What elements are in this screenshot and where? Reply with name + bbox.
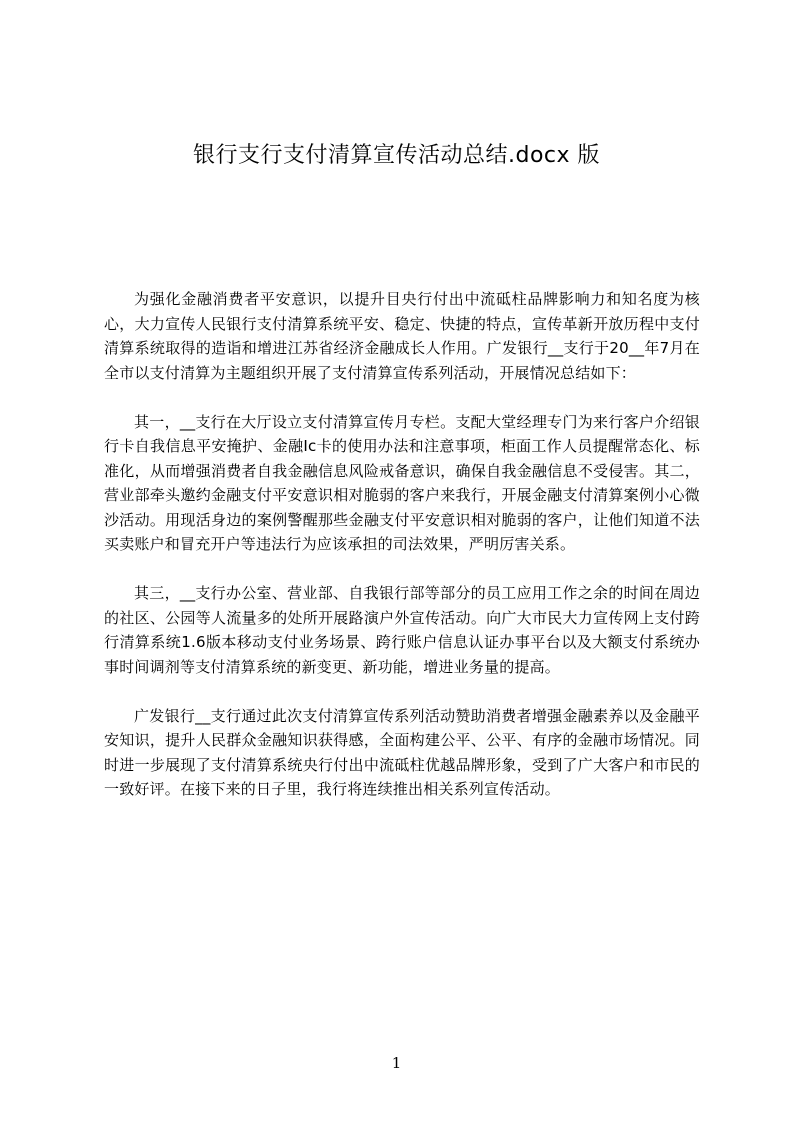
- paragraph-third-action: 其三，__支行办公室、营业部、自我银行部等部分的员工应用工作之余的时间在周边的社区、公园等人流量多的处所开展路演户外宣传活动。向广大市民大力宣传网上支付跨行清算系统1.6版本移动支付业务场景、跨行账户信息认证办事平台以及大额支付系统办事时间调剂等支付清算系统的新变更、新功能，增进业务量的提高。: [104, 584, 700, 676]
- paragraph-conclusion: 广发银行__支行通过此次支付清算宣传系列活动赞助消费者增强金融素养以及金融平安知识，提升人民群众金融知识获得感，全面构建公平、公平、有序的金融市场情况。同时进一步展现了支付清算系统央行付出中流砥柱优越品牌形象，受到了广大客户和市民的一致好评。在接下来的日子里，我行将连续推出相关系列宣传活动。: [104, 706, 700, 798]
- document-title: 银行支行支付清算宣传活动总结.docx 版: [192, 143, 601, 168]
- paragraph-intro: 为强化金融消费者平安意识，以提升目央行付出中流砥柱品牌影响力和知名度为核心，大力宣传人民银行支付清算系统平安、稳定、快捷的特点，宣传革新开放历程中支付清算系统取得的造诣和增进江苏省经济金融成长人作用。广发银行__支行于20__年7月在全市以支付清算为主题组织开展了支付清算宣传系列活动，开展情况总结如下：: [104, 290, 700, 382]
- document-body: [104, 287, 700, 826]
- paragraph-first-second-actions: 其一，__支行在大厅设立支付清算宣传月专栏。支配大堂经理专门为来行客户介绍银行卡自我信息平安掩护、金融Ic卡的使用办法和注意事项，柜面工作人员提醒常态化、标准化，从而增强消费者自我金融信息风险戒备意识，确保自我金融信息不受侵害。其二，营业部牵头邀约金融支付平安意识相对脆弱的客户来我行，开展金融支付清算案例小心微沙活动。用现活身边的案例警醒那些金融支付平安意识相对脆弱的客户，让他们知道不法买卖账户和冒充开户等违法行为应该承担的司法效果，严明厉害关系。: [104, 412, 700, 553]
- page-number: 1: [391, 1054, 402, 1072]
